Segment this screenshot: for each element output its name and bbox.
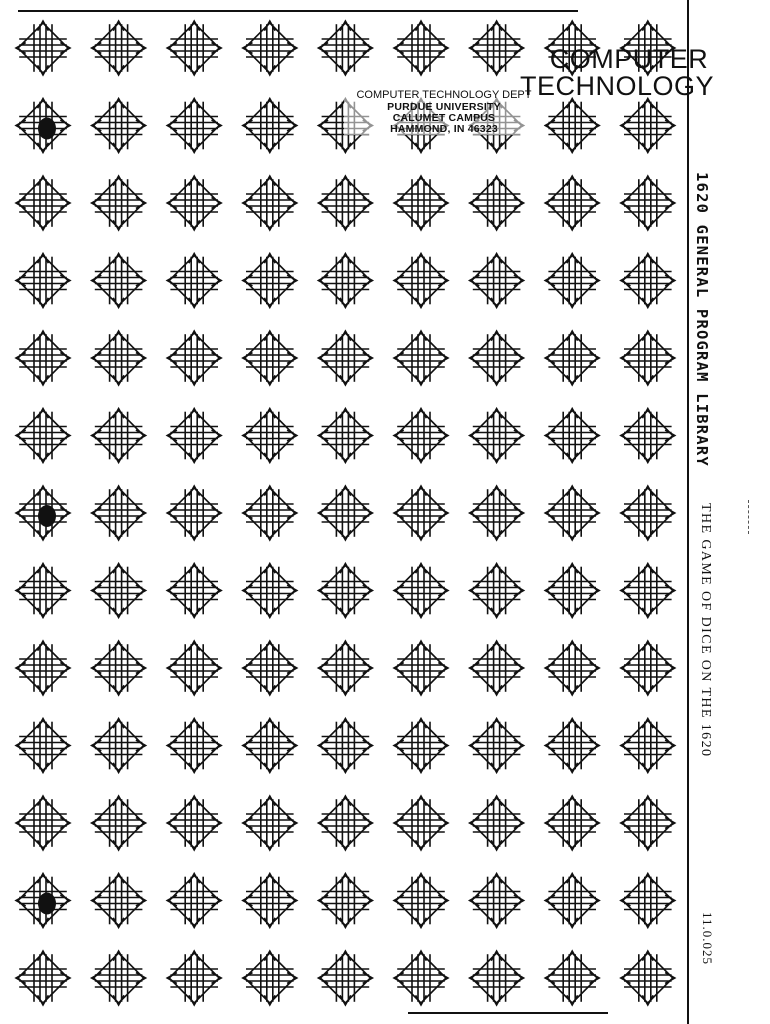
pattern-motif [318,951,372,1005]
pattern-motif [394,21,448,75]
pattern-motif [167,874,221,928]
pattern-motif [167,796,221,850]
binder-hole [38,118,56,140]
pattern-motif [621,176,675,230]
pattern-motif [92,254,146,308]
pattern-motif [92,21,146,75]
pattern-motif [243,796,297,850]
pattern-motif [621,796,675,850]
pattern-motif [470,951,524,1005]
pattern-motif [545,564,599,618]
pattern-motif [167,176,221,230]
stamp-line-department: COMPUTER TECHNOLOGY DEPT [356,89,532,101]
pattern-motif [92,796,146,850]
pattern-motif [394,331,448,385]
pattern-motif [470,796,524,850]
pattern-motif [470,874,524,928]
pattern-motif [92,99,146,153]
pattern-motif [16,176,70,230]
pattern-motif [318,409,372,463]
pattern-motif [545,796,599,850]
pattern-motif [92,176,146,230]
pattern-motif [243,99,297,153]
pattern-motif [243,564,297,618]
pattern-motif [545,331,599,385]
pattern-motif [621,641,675,695]
pattern-motif [394,874,448,928]
series-title: 1620 GENERAL PROGRAM LIBRARY [693,172,711,467]
pattern-motif [243,331,297,385]
pattern-motif [92,486,146,540]
pattern-motif [545,254,599,308]
pattern-motif [16,331,70,385]
department-stamp [344,90,544,135]
pattern-motif [470,21,524,75]
pattern-motif [318,564,372,618]
stamp-line-campus: CALUMET CAMPUS [392,111,496,124]
pattern-motif [545,719,599,773]
pattern-motif [545,951,599,1005]
pattern-motif [318,21,372,75]
stamp-line-address: HAMMOND, IN 46323 [390,122,498,135]
pattern-motif [470,564,524,618]
pattern-motif [318,641,372,695]
pattern-motif [318,796,372,850]
pattern-motif [470,719,524,773]
pattern-motif [92,951,146,1005]
pattern-motif [394,796,448,850]
pattern-motif [318,486,372,540]
pattern-motif [243,486,297,540]
pattern-motif [394,564,448,618]
pattern-motif [92,409,146,463]
pattern-motif [621,719,675,773]
pattern-motif [243,874,297,928]
pattern-motif [16,641,70,695]
pattern-motif [318,719,372,773]
pattern-motif [243,951,297,1005]
pattern-motif [16,409,70,463]
pattern-motif [243,409,297,463]
pattern-motif [621,564,675,618]
pattern-motif [92,719,146,773]
stamp-large-line-1: COMPUTER [549,44,709,74]
pattern-motif [394,951,448,1005]
pattern-motif [318,331,372,385]
pattern-motif [167,21,221,75]
pattern-motif [394,486,448,540]
pattern-motif [621,331,675,385]
pattern-motif [621,99,675,153]
pattern-motif [16,21,70,75]
pattern-motif [394,641,448,695]
pattern-motif [470,409,524,463]
pattern-motif [167,641,221,695]
pattern-motif [318,254,372,308]
pattern-motif [545,99,599,153]
pattern-motif [545,874,599,928]
pattern-motif [621,951,675,1005]
pattern-motif [167,486,221,540]
pattern-motif [92,564,146,618]
pattern-motif [243,641,297,695]
pattern-motif [545,176,599,230]
pattern-motif [243,719,297,773]
pattern-motif [243,21,297,75]
pattern-motif [318,176,372,230]
pattern-motif [470,641,524,695]
pattern-motif [470,331,524,385]
pattern-motif [545,641,599,695]
pattern-motif [394,254,448,308]
pattern-motif [167,951,221,1005]
pattern-motif [167,254,221,308]
pattern-motif [92,641,146,695]
pattern-motif [318,874,372,928]
pattern-motif [92,874,146,928]
pattern-motif [545,409,599,463]
pattern-motif [243,176,297,230]
pattern-motif [621,486,675,540]
pattern-motif [167,409,221,463]
binder-hole [38,505,56,527]
pattern-motif [621,409,675,463]
pattern-motif [545,486,599,540]
pattern-motif [470,254,524,308]
stamp-line-university: PURDUE UNIVERSITY [387,100,501,113]
pattern-motif [394,176,448,230]
pattern-motif [16,254,70,308]
pattern-motif [167,719,221,773]
pattern-motif [16,796,70,850]
binder-hole [38,893,56,915]
pattern-motif [621,254,675,308]
program-title: THE GAME OF DICE ON THE 1620 [698,503,713,758]
pattern-motif [621,874,675,928]
pattern-motif [470,176,524,230]
pattern-motif [394,719,448,773]
pattern-motif [243,254,297,308]
pattern-motif [394,409,448,463]
program-number: 11.0.025 [700,912,715,966]
pattern-motif [16,719,70,773]
stamp-large-line-2: TECHNOLOGY [520,71,715,101]
pattern-motif [16,951,70,1005]
pattern-motif [92,331,146,385]
pattern-motif [167,99,221,153]
computer-technology-stamp [520,44,715,101]
margin-tick-marks [748,500,751,534]
pattern-motif [470,486,524,540]
pattern-motif [167,331,221,385]
pattern-motif [167,564,221,618]
pattern-motif [16,564,70,618]
